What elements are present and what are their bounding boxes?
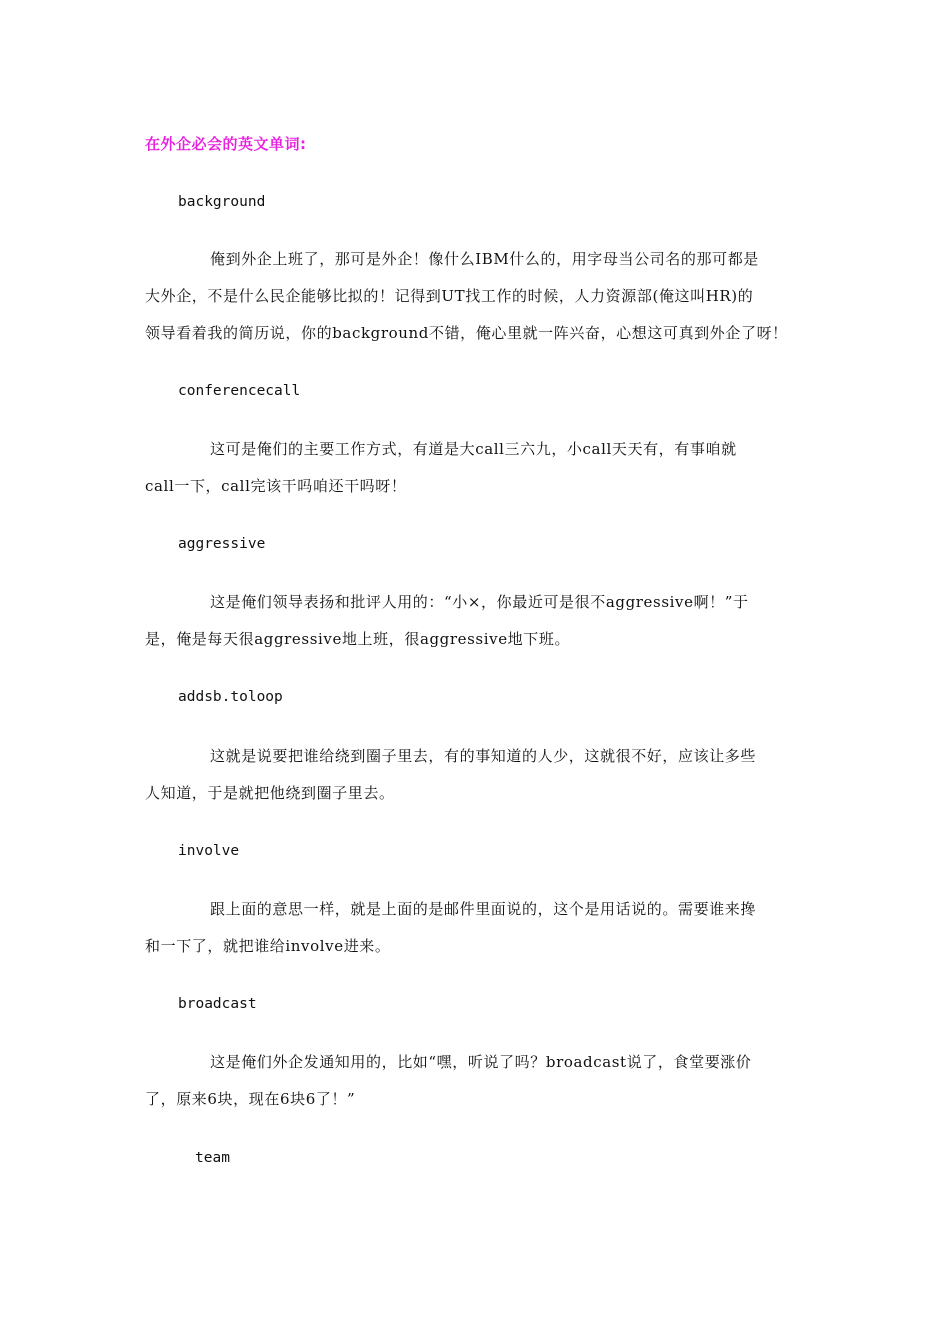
paragraph-line: 是，俺是每天很aggressive地上班，很aggressive地下班。 [145, 630, 571, 648]
paragraph-line: 这是俺们领导表扬和批评人用的：“小×，你最近可是很不aggressive啊！”于 [210, 593, 749, 611]
term-description [145, 431, 805, 505]
paragraph-line: 俺到外企上班了，那可是外企！像什么IBM什么的，用字母当公司名的那可都是 [210, 250, 759, 268]
paragraph-line: call一下，call完该干吗咱还干吗呀！ [145, 477, 407, 495]
term-heading: team [195, 1150, 230, 1166]
paragraph-line: 这是俺们外企发通知用的，比如“嘿，听说了吗？broadcast说了，食堂要涨价 [210, 1053, 752, 1071]
term-description [145, 1044, 805, 1118]
term-heading: aggressive [178, 536, 266, 552]
term-description [145, 738, 805, 812]
paragraph-line: 跟上面的意思一样，就是上面的是邮件里面说的，这个是用话说的。需要谁来搀 [210, 900, 757, 918]
term-description [145, 241, 805, 352]
paragraph-line: 了，原来6块，现在6块6了！” [145, 1090, 356, 1108]
term-heading: broadcast [178, 996, 257, 1012]
term-description [145, 584, 805, 658]
term-heading: involve [178, 843, 240, 859]
term-heading: background [178, 194, 266, 210]
paragraph-line: 人知道，于是就把他绕到圈子里去。 [145, 784, 395, 802]
term-heading: conferencecall [178, 383, 301, 399]
term-heading: addsb.toloop [178, 689, 283, 705]
document-title: 在外企必会的英文单词: [145, 135, 307, 153]
paragraph-line: 这可是俺们的主要工作方式，有道是大call三六九，小call天天有，有事咱就 [210, 440, 737, 458]
paragraph-line: 和一下了，就把谁给involve进来。 [145, 937, 391, 955]
paragraph-line: 大外企，不是什么民企能够比拟的！记得到UT找工作的时候，人力资源部(俺这叫HR)的 [145, 287, 754, 305]
paragraph-line: 这就是说要把谁给绕到圈子里去，有的事知道的人少，这就很不好，应该让多些 [210, 747, 757, 765]
term-description [145, 891, 805, 965]
paragraph-line: 领导看着我的简历说，你的background不错，俺心里就一阵兴奋，心想这可真到外企了呀！ [145, 324, 788, 342]
